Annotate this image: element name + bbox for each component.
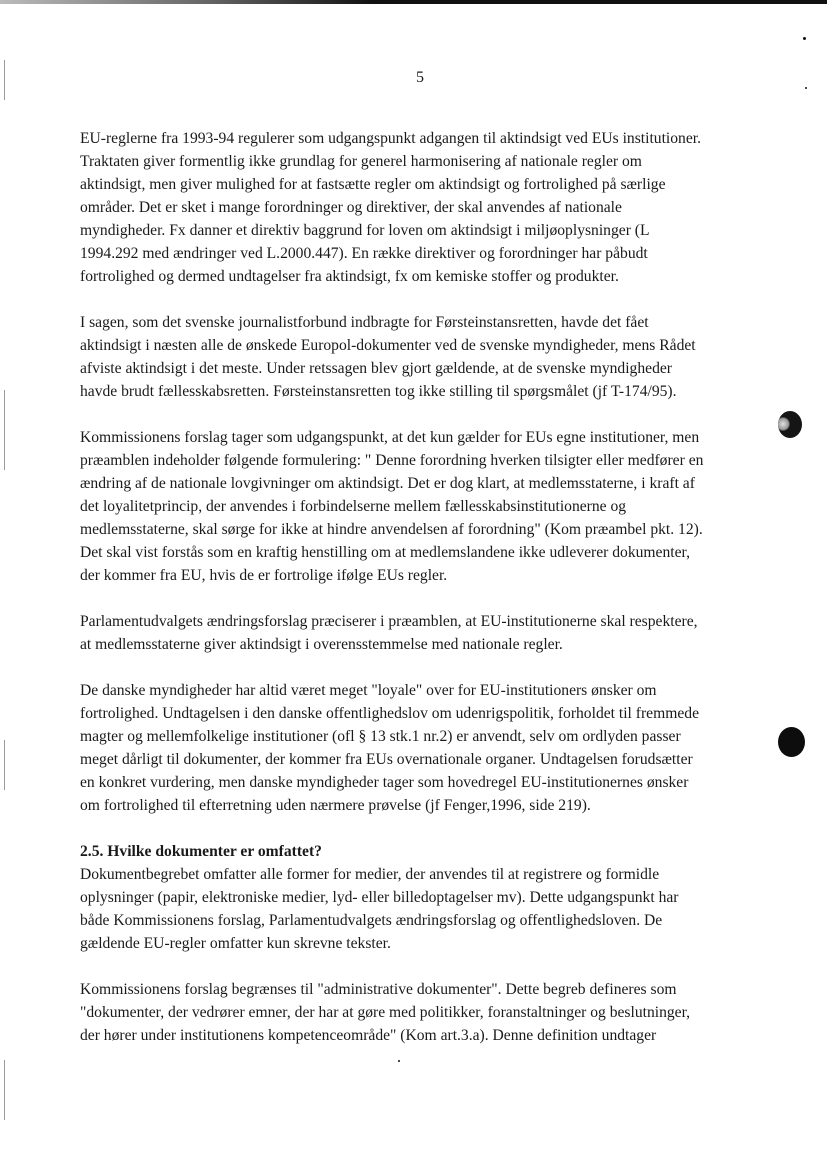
text-line: Dokumentbegrebet omfatter alle former for medier, der anvendes til at registrere og formidle xyxy=(80,866,660,883)
section-heading: 2.5. Hvilke dokumenter er omfattet? xyxy=(80,843,322,860)
text-line: magter og mellemfolkelige institutioner (ofl § 13 stk.1 nr.2) er anvendt, selv om ordlyden passer xyxy=(80,728,681,745)
text-line: både Kommissionens forslag, Parlamentudvalgets ændringsforslag og offentlighedsloven. De xyxy=(80,912,663,929)
text-line: De danske myndigheder har altid været meget "loyale" over for EU-institutioners ønsker om xyxy=(80,682,657,699)
paragraph xyxy=(80,426,760,587)
scan-speck xyxy=(805,87,807,89)
scan-left-edge-mark xyxy=(4,390,5,470)
punch-hole-mark xyxy=(778,727,805,757)
text-line: at medlemsstaterne giver aktindsigt i overensstemmelse med nationale regler. xyxy=(80,636,563,653)
punch-hole-mark xyxy=(778,411,802,438)
text-line: Parlamentudvalgets ændringsforslag præciserer i præamblen, at EU-institutionerne skal respektere, xyxy=(80,613,698,630)
scan-speck xyxy=(803,37,806,40)
document-body xyxy=(80,127,760,1070)
text-line: medlemsstaterne, skal sørge for ikke at hindre anvendelsen af forordning" (Kom præambel pkt. 12). xyxy=(80,521,703,538)
text-line: Kommissionens forslag begrænses til "administrative dokumenter". Dette begreb defineres som xyxy=(80,981,677,998)
paragraph xyxy=(80,127,760,288)
scan-top-border xyxy=(0,0,827,4)
text-line: det loyalitetprincip, der anvendes i forbindelserne mellem fællesskabsinstitutionerne og xyxy=(80,498,627,515)
text-line: "dokumenter, der vedrører emner, der har at gøre med politikker, foranstaltninger og beslutninger, xyxy=(80,1004,691,1021)
text-line: afviste aktindsigt i det meste. Under retssagen blev gjort gældende, at de svenske myndigheder xyxy=(80,360,672,377)
text-line: aktindsigt i næsten alle de ønskede Europol-dokumenter ved de svenske myndigheder, mens Rådet xyxy=(80,337,696,354)
text-line: der hører under institutionens kompetenceområde" (Kom art.3.a). Denne definition undtager xyxy=(80,1027,657,1044)
text-line: Traktaten giver formentlig ikke grundlag for generel harmonisering af nationale regler om xyxy=(80,153,642,170)
paragraph xyxy=(80,610,760,656)
text-line: myndigheder. Fx danner et direktiv baggrund for loven om aktindsigt i miljøoplysninger (L xyxy=(80,222,650,239)
scan-left-edge-mark xyxy=(4,740,5,790)
text-line: aktindsigt, men giver mulighed for at fastsætte regler om aktindsigt og fortrolighed på særlige xyxy=(80,176,666,193)
section xyxy=(80,840,760,1047)
paragraph xyxy=(80,311,760,403)
text-line: områder. Det er sket i mange forordninger og direktiver, der skal anvendes af nationale xyxy=(80,199,622,216)
text-line: EU-reglerne fra 1993-94 regulerer som udgangspunkt adgangen til aktindsigt ved EUs institutioner. xyxy=(80,130,702,147)
paragraph xyxy=(80,978,760,1047)
text-line: ændring af de nationale lovgivninger om aktindsigt. Det er dog klart, at medlemsstaterne, i kraft af xyxy=(80,475,695,492)
text-line: om fortrolighed til efterretning uden nærmere prøvelse (jf Fenger,1996, side 219). xyxy=(80,797,591,814)
paragraph xyxy=(80,679,760,817)
scan-left-edge-mark xyxy=(4,1060,5,1120)
paragraph xyxy=(80,863,760,955)
text-line: præamblen indeholder følgende formulering: " Denne forordning hverken tilsigter eller medfører en xyxy=(80,452,704,469)
text-line: oplysninger (papir, elektroniske medier, lyd- eller billedoptagelser mv). Dette udgangspunkt har xyxy=(80,889,679,906)
text-line: gældende EU-regler omfatter kun skrevne tekster. xyxy=(80,935,391,952)
text-line: fortrolighed. Undtagelsen i den danske offentlighedslov om udenrigspolitik, forholdet til fremmede xyxy=(80,705,699,722)
text-line: havde brudt fællesskabsretten. Førsteinstansretten tog ikke stilling til spørgsmålet (jf T-174/95). xyxy=(80,383,677,400)
text-line: Kommissionens forslag tager som udgangspunkt, at det kun gælder for EUs egne institutioner, men xyxy=(80,429,700,446)
text-line: meget dårligt til dokumenter, der kommer fra EUs overnationale organer. Undtagelsen forudsætter xyxy=(80,751,693,768)
text-line: fortrolighed og dermed undtagelser fra aktindsigt, fx om kemiske stoffer og produkter. xyxy=(80,268,619,285)
text-line: Det skal vist forstås som en kraftig henstilling om at medlemslandene ikke udleverer dokumenter, xyxy=(80,544,690,561)
text-line: 1994.292 med ændringer ved L.2000.447). En række direktiver og forordninger har påbudt xyxy=(80,245,648,262)
text-line: en konkret vurdering, men danske myndigheder tager som hovedregel EU-institutionernes ønsker xyxy=(80,774,689,791)
text-line: I sagen, som det svenske journalistforbund indbragte for Førsteinstansretten, havde det fået xyxy=(80,314,649,331)
page-number: 5 xyxy=(416,69,424,86)
text-line: der kommer fra EU, hvis de er fortrolige ifølge EUs regler. xyxy=(80,567,448,584)
